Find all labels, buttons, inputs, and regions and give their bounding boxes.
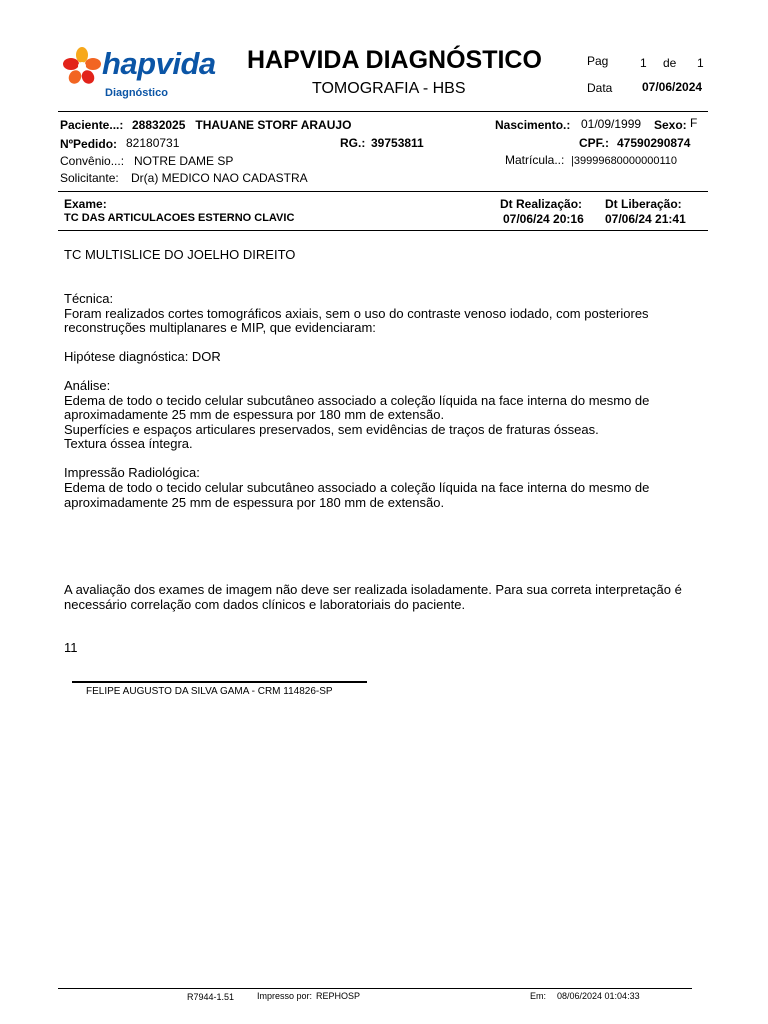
disclaimer-line-1: A avaliação dos exames de imagem não deve ser realizada isoladamente. Para sua correta interpretação é <box>64 582 682 597</box>
birth-value: 01/09/1999 <box>581 117 642 131</box>
divider-middle <box>58 191 708 192</box>
sex-label: Sexo: <box>654 118 687 132</box>
rg-value: 39753811 <box>371 136 424 150</box>
page-current: 1 <box>640 56 647 70</box>
order-value: 82180731 <box>126 136 180 150</box>
footer-divider <box>58 988 692 989</box>
diagnostic-hypothesis: Hipótese diagnóstica: DOR <box>64 349 221 364</box>
impression-line-2: aproximadamente 25 mm de espessura por 180 mm de extensão. <box>64 495 445 510</box>
page-total: 1 <box>697 56 704 70</box>
hapvida-logo <box>60 44 230 104</box>
printed-by-label: Impresso por: <box>257 991 313 1001</box>
analysis-line-2: aproximadamente 25 mm de espessura por 180 mm de extensão. <box>64 407 445 422</box>
exam-label: Exame: <box>64 197 107 211</box>
page-title: HAPVIDA DIAGNÓSTICO <box>247 46 542 74</box>
cpf-value: 47590290874 <box>617 136 691 150</box>
released-label: Dt Liberação: <box>605 197 682 211</box>
report-code: 11 <box>64 640 78 655</box>
patient-name-label: Paciente...: <box>60 118 124 132</box>
performed-label: Dt Realização: <box>500 197 583 211</box>
analysis-line-4: Textura óssea íntegra. <box>64 436 193 451</box>
signature-line <box>72 681 367 683</box>
divider-bottom <box>58 230 708 231</box>
insurance-value: NOTRE DAME SP <box>134 154 234 168</box>
printed-at-value: 08/06/2024 01:04:33 <box>557 991 640 1001</box>
rg-label: RG.: <box>340 136 366 150</box>
analysis-heading: Análise: <box>64 378 111 393</box>
divider-top <box>58 111 708 112</box>
cpf-label: CPF.: <box>579 136 609 150</box>
impression-heading: Impressão Radiológica: <box>64 465 200 480</box>
report-title: TC MULTISLICE DO JOELHO DIREITO <box>64 247 296 262</box>
technique-heading: Técnica: <box>64 291 114 306</box>
requester-label: Solicitante: <box>60 171 119 185</box>
insurance-label: Convênio...: <box>60 154 125 168</box>
analysis-line-3: Superfícies e espaços articulares preservados, sem evidências de traços de fraturas ósseas. <box>64 422 599 437</box>
analysis-line-1: Edema de todo o tecido celular subcutâneo associado a coleção líquida na face interna do mesmo de <box>64 393 650 408</box>
printed-by-value: REPHOSP <box>316 991 361 1001</box>
card-label: Matrícula..: <box>505 153 565 167</box>
page-label: Pag <box>587 54 609 68</box>
released-value: 07/06/24 21:41 <box>605 212 686 226</box>
date-value: 07/06/2024 <box>642 80 703 94</box>
technique-line-2: reconstruções multiplanares e MIP, que evidenciaram: <box>64 320 376 335</box>
requester-value: Dr(a) MEDICO NAO CADASTRA <box>131 171 308 185</box>
performed-value: 07/06/24 20:16 <box>503 212 584 226</box>
logo-wordmark: hapvida <box>102 46 216 81</box>
printed-at-label: Em: <box>530 991 547 1001</box>
physician-signature: FELIPE AUGUSTO DA SILVA GAMA - CRM 114826-SP <box>86 686 333 697</box>
form-code: R7944-1.51 <box>187 992 235 1002</box>
flower-icon <box>62 46 102 86</box>
patient-name-value: 28832025 THAUANE STORF ARAUJO <box>132 118 352 132</box>
page-of-label: de <box>663 56 677 70</box>
impression-line-1: Edema de todo o tecido celular subcutâneo associado a coleção líquida na face interna do mesmo de <box>64 480 650 495</box>
disclaimer-line-2: necessário correlação com dados clínicos e laboratoriais do paciente. <box>64 597 466 612</box>
order-label: NºPedido: <box>60 137 118 151</box>
sex-value: F <box>690 116 698 130</box>
card-value: |39999680000000110 <box>571 155 678 167</box>
page-subtitle: TOMOGRAFIA - HBS <box>312 80 466 97</box>
date-label: Data <box>587 81 613 95</box>
logo-subtext: Diagnóstico <box>105 87 168 99</box>
exam-name: TC DAS ARTICULACOES ESTERNO CLAVIC <box>64 212 295 224</box>
birth-label: Nascimento.: <box>495 118 571 132</box>
technique-line-1: Foram realizados cortes tomográficos axiais, sem o uso do contraste venoso iodado, com posteriores <box>64 306 649 321</box>
